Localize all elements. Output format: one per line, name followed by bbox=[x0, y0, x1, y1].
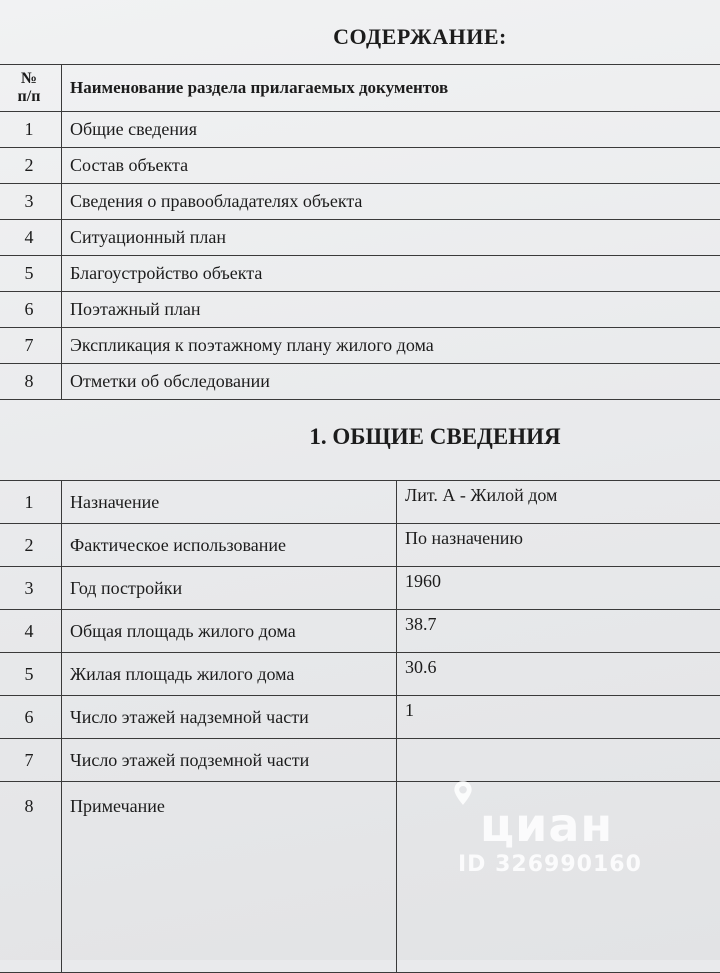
contents-header-number bbox=[0, 65, 62, 112]
row-number: 4 bbox=[0, 610, 62, 653]
row-value: По назначению bbox=[397, 524, 720, 567]
row-number: 5 bbox=[0, 256, 62, 292]
row-name: Экспликация к поэтажному плану жилого дома bbox=[62, 328, 720, 364]
row-name: Сведения о правообладателях объекта bbox=[62, 184, 720, 220]
row-number: 5 bbox=[0, 653, 62, 696]
row-value: Лит. А - Жилой дом bbox=[397, 481, 720, 524]
table-row bbox=[0, 148, 720, 184]
table-row bbox=[0, 739, 720, 782]
watermark-brand: циан bbox=[480, 798, 613, 852]
row-value: 1960 bbox=[397, 567, 720, 610]
row-number: 3 bbox=[0, 567, 62, 610]
table-row bbox=[0, 328, 720, 364]
general-info-table bbox=[0, 480, 720, 973]
table-row bbox=[0, 256, 720, 292]
row-key: Фактическое использование bbox=[62, 524, 397, 567]
table-row bbox=[0, 220, 720, 256]
location-pin-icon bbox=[450, 780, 476, 806]
contents-header-row bbox=[0, 65, 720, 112]
contents-header-number-line2: п/п bbox=[18, 88, 41, 105]
row-key: Год постройки bbox=[62, 567, 397, 610]
table-row bbox=[0, 653, 720, 696]
row-name: Общие сведения bbox=[62, 112, 720, 148]
row-number: 8 bbox=[0, 364, 62, 400]
row-value: 38.7 bbox=[397, 610, 720, 653]
row-key: Число этажей надземной части bbox=[62, 696, 397, 739]
row-name: Благоустройство объекта bbox=[62, 256, 720, 292]
table-row bbox=[0, 481, 720, 524]
table-row bbox=[0, 567, 720, 610]
row-key: Назначение bbox=[62, 481, 397, 524]
row-name: Состав объекта bbox=[62, 148, 720, 184]
row-number: 3 bbox=[0, 184, 62, 220]
table-row bbox=[0, 292, 720, 328]
row-number: 2 bbox=[0, 148, 62, 184]
row-number: 7 bbox=[0, 328, 62, 364]
table-row bbox=[0, 112, 720, 148]
table-row bbox=[0, 696, 720, 739]
row-number: 1 bbox=[0, 112, 62, 148]
page-title: СОДЕРЖАНИЕ: bbox=[0, 24, 720, 50]
watermark bbox=[430, 780, 690, 890]
section-title: 1. ОБЩИЕ СВЕДЕНИЯ bbox=[0, 424, 720, 450]
table-row bbox=[0, 184, 720, 220]
contents-table bbox=[0, 64, 720, 400]
table-row bbox=[0, 610, 720, 653]
row-key: Жилая площадь жилого дома bbox=[62, 653, 397, 696]
row-key: Общая площадь жилого дома bbox=[62, 610, 397, 653]
row-number: 6 bbox=[0, 292, 62, 328]
row-number: 6 bbox=[0, 696, 62, 739]
contents-header-number-line1: № bbox=[21, 70, 37, 87]
row-name: Отметки об обследовании bbox=[62, 364, 720, 400]
row-number: 8 bbox=[0, 782, 62, 973]
row-name: Ситуационный план bbox=[62, 220, 720, 256]
table-row bbox=[0, 524, 720, 567]
row-value: 30.6 bbox=[397, 653, 720, 696]
row-key: Примечание bbox=[62, 782, 397, 973]
row-name: Поэтажный план bbox=[62, 292, 720, 328]
row-number: 4 bbox=[0, 220, 62, 256]
row-number: 2 bbox=[0, 524, 62, 567]
row-number: 1 bbox=[0, 481, 62, 524]
watermark-id: ID 326990160 bbox=[458, 852, 642, 877]
contents-header-name: Наименование раздела прилагаемых документов bbox=[62, 65, 720, 112]
row-number: 7 bbox=[0, 739, 62, 782]
row-key: Число этажей подземной части bbox=[62, 739, 397, 782]
table-row bbox=[0, 364, 720, 400]
row-value bbox=[397, 739, 720, 782]
row-value: 1 bbox=[397, 696, 720, 739]
